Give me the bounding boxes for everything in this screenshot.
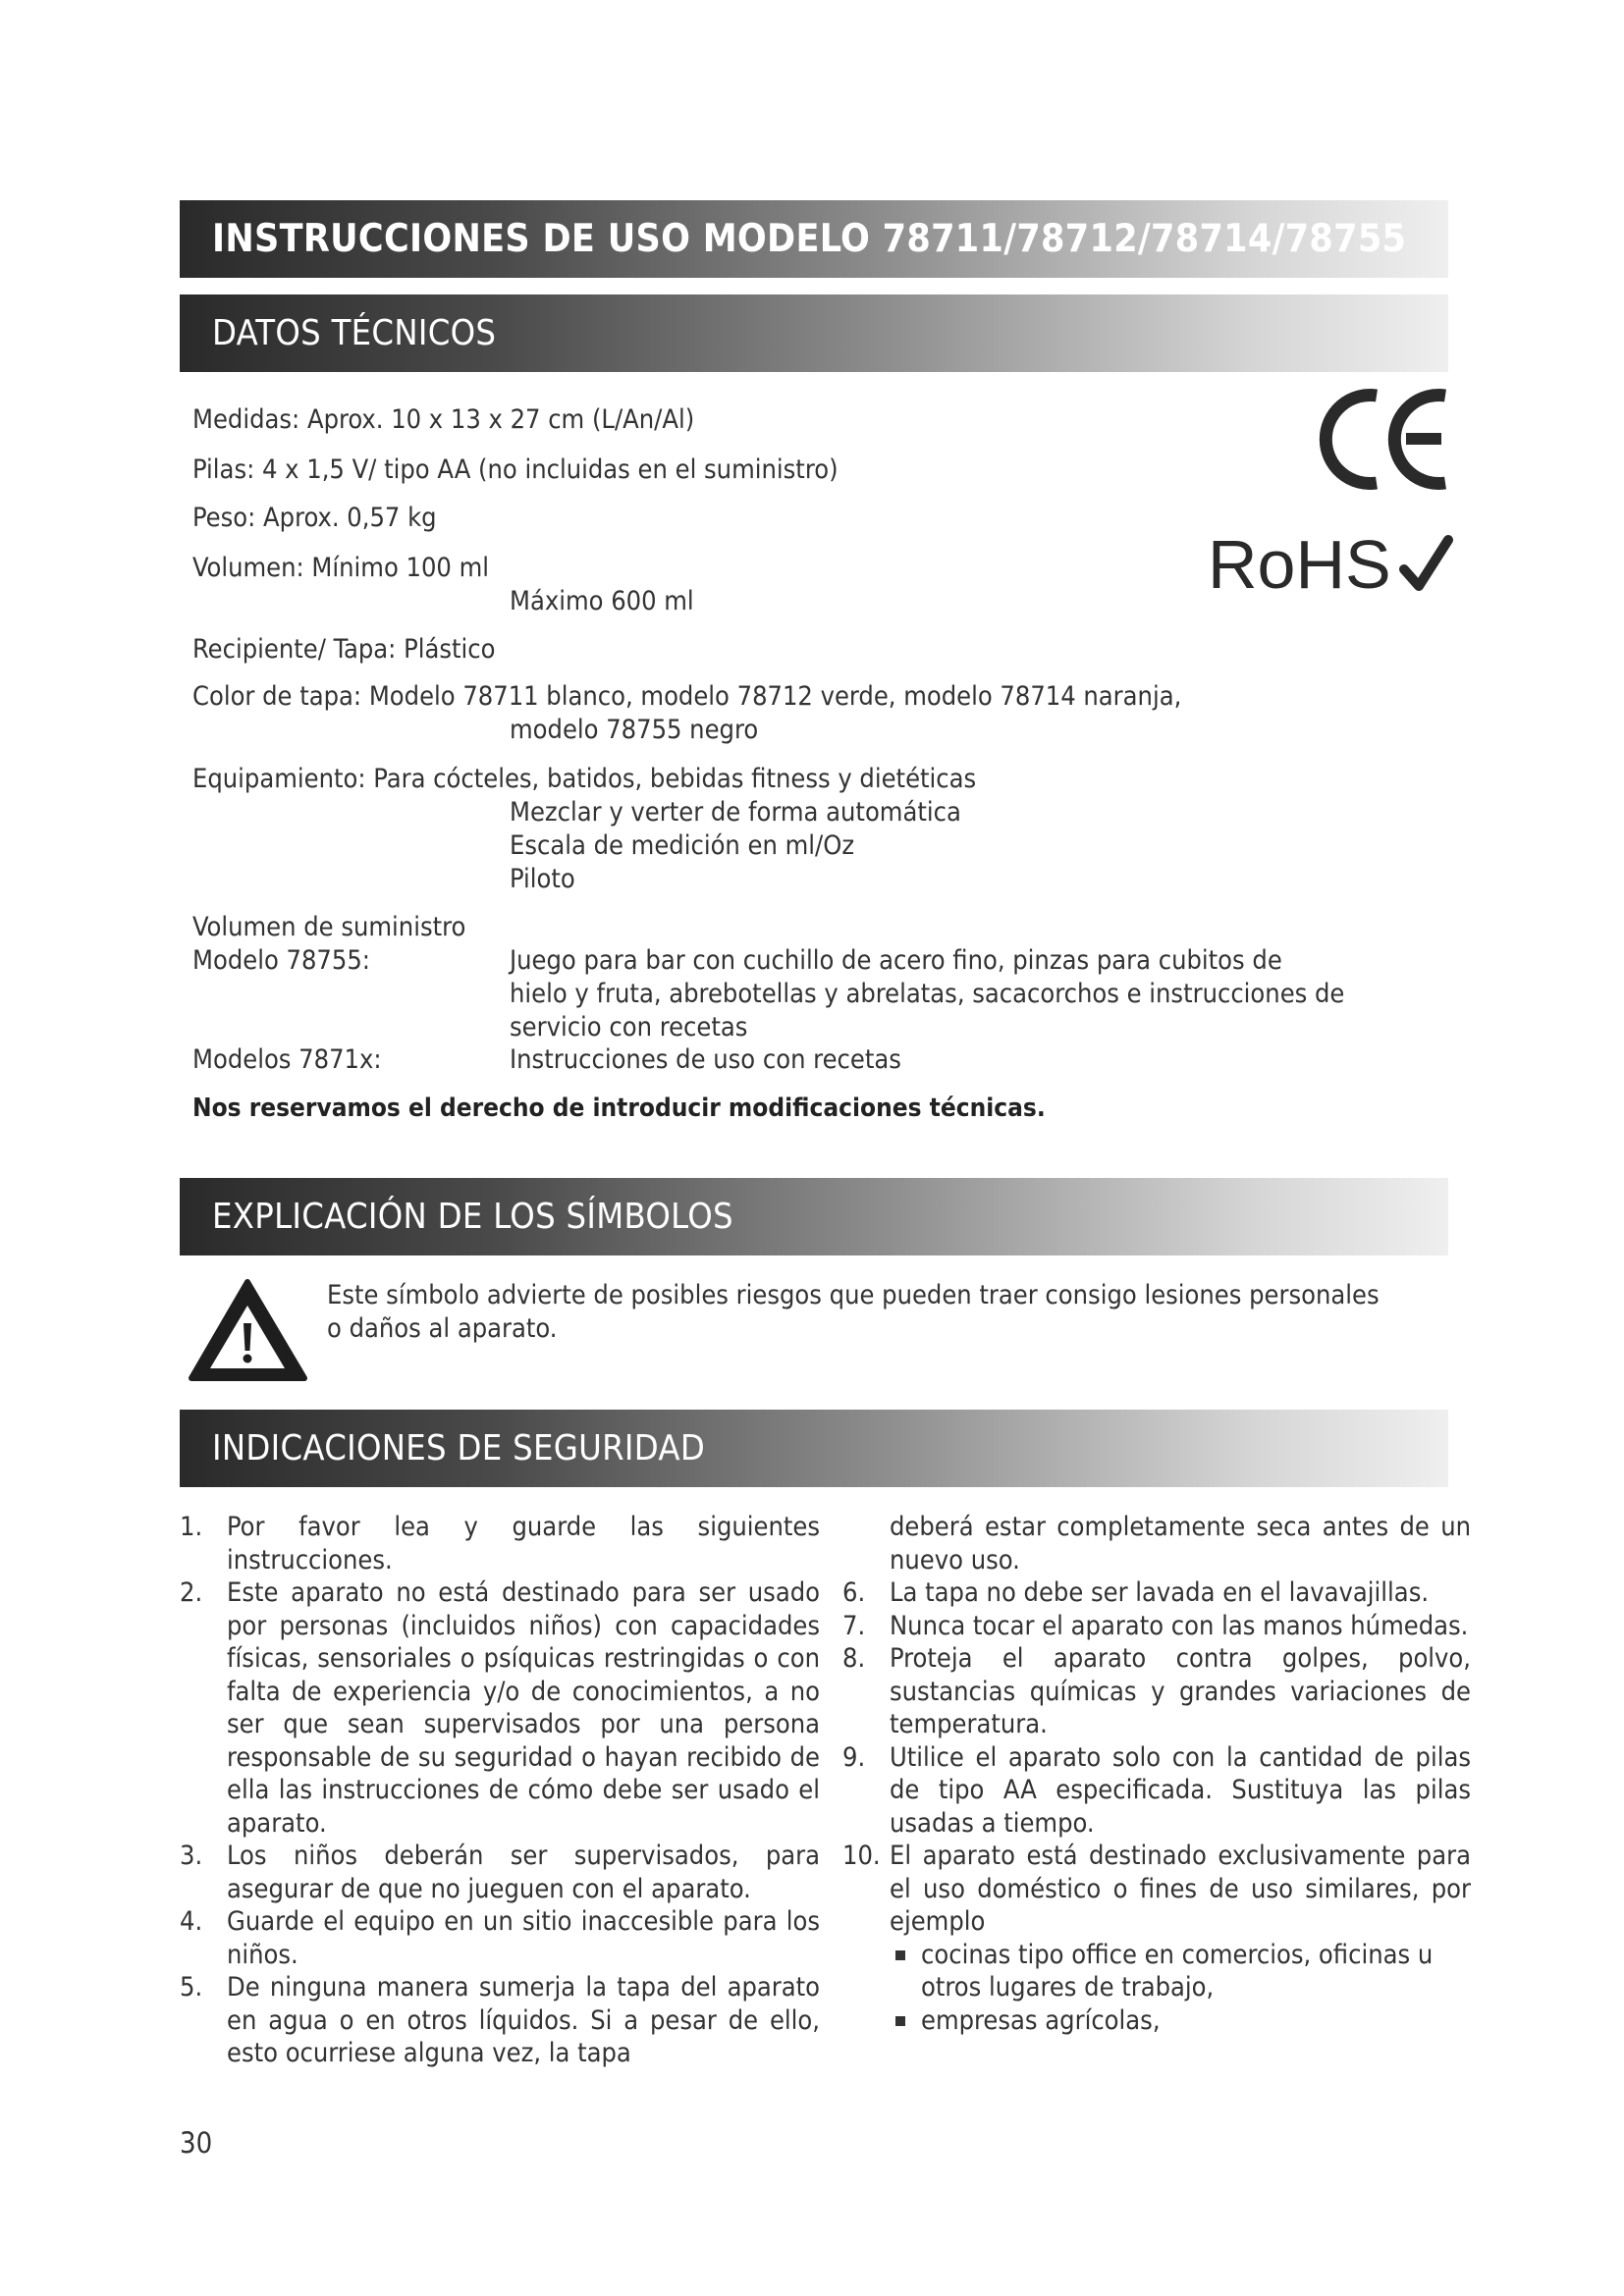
section-header-safety — [180, 1410, 1448, 1487]
spec-line: servicio con recetas — [510, 1012, 748, 1042]
spec-line: Pilas: 4 x 1,5 V/ tipo AA (no incluidas en el suministro) — [192, 454, 839, 485]
page-title-bar — [180, 200, 1448, 278]
spec-line: Instrucciones de uso con recetas — [510, 1044, 901, 1075]
page-number: 30 — [180, 2126, 213, 2160]
bullet-item: cocinas tipo office en comercios, oficinas u otros lugares de trabajo, — [842, 1939, 1471, 2004]
spec-line: Recipiente/ Tapa: Plástico — [192, 634, 496, 665]
symbol-description: o daños al aparato. — [327, 1313, 558, 1344]
safety-item: 1. Por favor lea y guarde las siguientes instrucciones. — [180, 1512, 820, 1575]
safety-item: 7. Nunca tocar el aparato con las manos húmedas. — [842, 1610, 1469, 1641]
section-header-symbols — [180, 1178, 1448, 1255]
bullet-item: empresas agrícolas, — [842, 2004, 1471, 2038]
bullet-square-icon — [895, 2016, 905, 2026]
safety-item: 8. Proteja el aparato contra golpes, polvo, sustancias químicas y grandes variaciones de temperatura. — [842, 1643, 1471, 1739]
section-heading: DATOS TÉCNICOS — [212, 313, 497, 353]
safety-column-left — [180, 1511, 820, 2070]
technical-note: Nos reservamos el derecho de introducir modificaciones técnicas. — [192, 1094, 1046, 1123]
spec-line: Volumen de suministro — [192, 912, 466, 942]
safety-item: 4. Guarde el equipo en un sitio inaccesible para los niños. — [180, 1906, 820, 1970]
section-heading: INDICACIONES DE SEGURIDAD — [212, 1428, 706, 1468]
safety-item: 10. El aparato está destinado exclusivamente para el uso doméstico o fines de uso similares, por ejemplo — [842, 1841, 1471, 1937]
svg-text:RoHS: RoHS — [1208, 526, 1391, 603]
spec-line: Piloto — [510, 864, 575, 894]
safety-item: 2. Este aparato no está destinado para ser usado por personas (incluidos niños) con capacidades físicas, sensoriales o psíquicas restringidas o con falta de experiencia y/o de conocimientos, a no ser que sean supervisados por una persona responsable de su seguridad o hayan recibido de ella las instrucciones de cómo debe ser usado el aparato. — [180, 1577, 820, 1839]
spec-line: Mezclar y verter de forma automática — [510, 797, 961, 828]
safety-item: 5. De ninguna manera sumerja la tapa del aparato en agua o en otros líquidos. Si a pesar de ello, esto ocurriese alguna vez, la tapa — [180, 1972, 820, 2068]
spec-line: Color de tapa: Modelo 78711 blanco, modelo 78712 verde, modelo 78714 naranja, — [192, 681, 1182, 712]
spec-line: Equipamiento: Para cócteles, batidos, bebidas fitness y dietéticas — [192, 764, 977, 794]
spec-line: Modelos 7871x: — [192, 1044, 382, 1075]
spec-line: hielo y fruta, abrebotellas y abrelatas, sacacorchos e instrucciones de — [510, 979, 1345, 1009]
safety-column-right — [842, 1511, 1471, 2037]
spec-line: Medidas: Aprox. 10 x 13 x 27 cm (L/An/Al) — [192, 404, 695, 435]
spec-line: Escala de medición en ml/Oz — [510, 830, 855, 861]
rohs-mark-icon — [1208, 525, 1453, 604]
safety-item: 9. Utilice el aparato solo con la cantidad de pilas de tipo AA especificada. Sustituya las pilas usadas a tiempo. — [842, 1741, 1471, 1839]
page-title: INSTRUCCIONES DE USO MODELO 78711/78712/78714/78755 — [212, 217, 1407, 261]
spec-line: Juego para bar con cuchillo de acero fino, pinzas para cubitos de — [510, 945, 1282, 976]
spec-line: Peso: Aprox. 0,57 kg — [192, 503, 437, 533]
safety-item-continuation: deberá estar completamente seca antes de un nuevo uso. — [890, 1512, 1471, 1575]
safety-item: 6. La tapa no debe ser lavada en el lavavajillas. — [842, 1577, 1430, 1608]
safety-item: 3. Los niños deberán ser supervisados, para asegurar de que no jueguen con el aparato. — [180, 1841, 820, 1904]
symbol-description: Este símbolo advierte de posibles riesgos que pueden traer consigo lesiones personales — [327, 1280, 1380, 1310]
spec-line: Modelo 78755: — [192, 945, 370, 976]
warning-triangle-icon — [187, 1276, 309, 1384]
section-heading: EXPLICACIÓN DE LOS SÍMBOLOS — [212, 1197, 733, 1237]
bullet-square-icon — [895, 1950, 905, 1960]
ce-mark-icon — [1316, 388, 1453, 491]
section-header-tech — [180, 294, 1448, 372]
spec-line: Máximo 600 ml — [510, 586, 694, 616]
spec-line: Volumen: Mínimo 100 ml — [192, 553, 490, 583]
spec-line: modelo 78755 negro — [510, 715, 759, 745]
